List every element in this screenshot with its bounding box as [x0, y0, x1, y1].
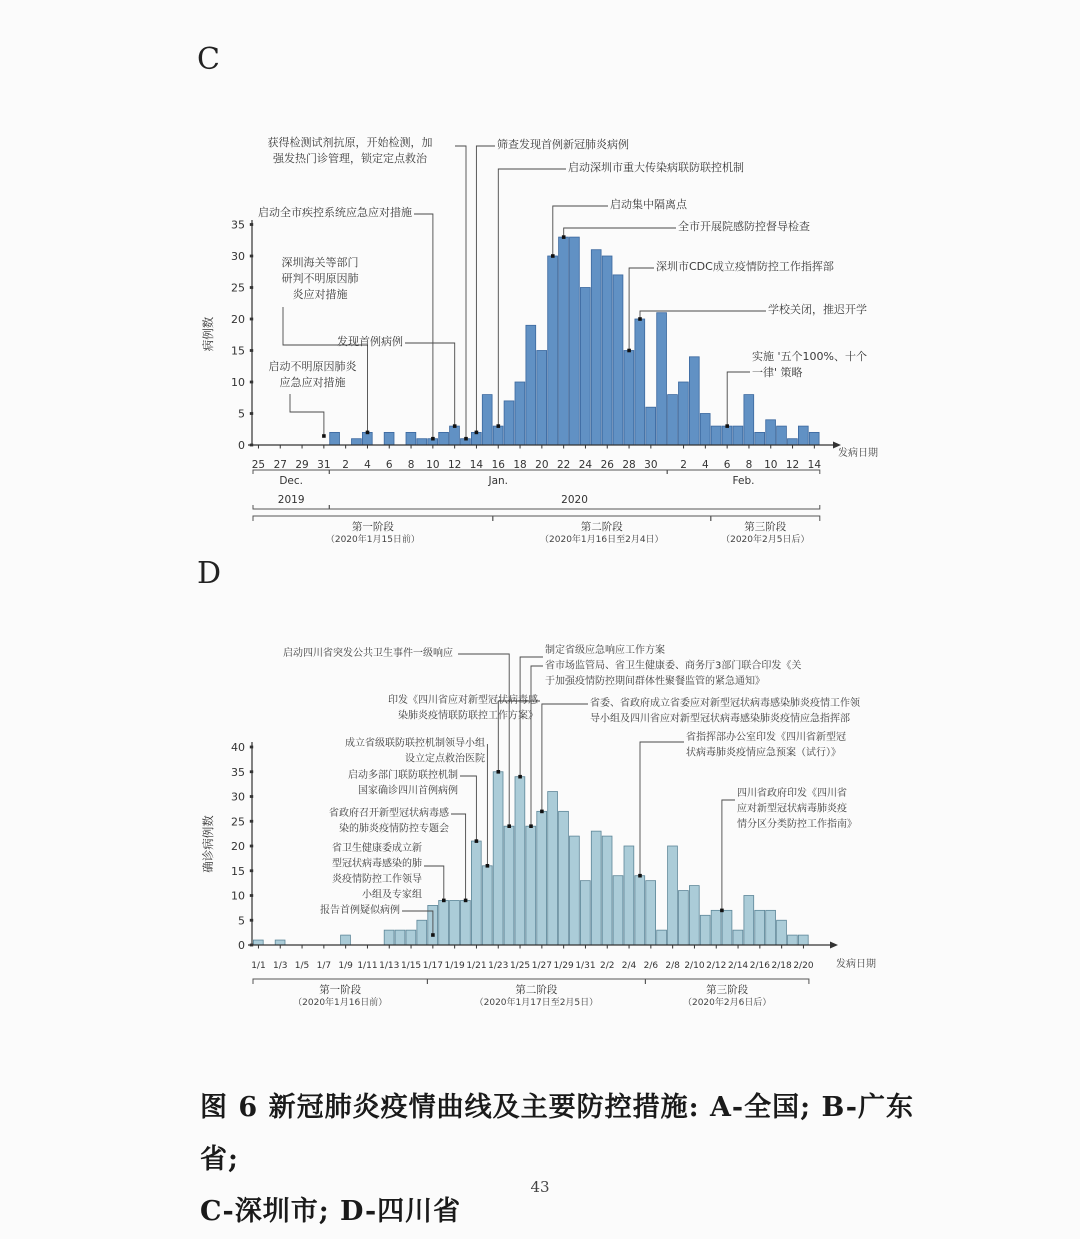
chart-text: 2/14 — [727, 961, 749, 971]
bar — [417, 920, 427, 945]
bar — [515, 382, 525, 445]
chart-text: 40 — [231, 741, 245, 754]
bar — [766, 420, 776, 445]
annotation-dot — [453, 424, 457, 428]
bar — [798, 426, 808, 445]
chart-text: 深圳市CDC成立疫情防控工作指挥部 — [656, 260, 834, 273]
chart-text: 29 — [295, 459, 309, 471]
bar — [602, 256, 612, 445]
bar — [384, 432, 394, 445]
chart-text: 启动集中隔离点 — [610, 198, 687, 211]
chart-text: 2/20 — [793, 961, 814, 971]
bar — [482, 395, 492, 445]
bar — [559, 811, 569, 945]
chart-text: 27 — [273, 459, 287, 471]
chart-text: 2/6 — [643, 961, 659, 971]
chart-text: （2020年1月16日前） — [293, 998, 388, 1008]
chart-text: 研判不明原因肺 — [281, 272, 359, 285]
panel-c-label: C — [197, 42, 220, 77]
panel-d-label: D — [197, 556, 222, 591]
bar — [668, 395, 678, 445]
chart-d — [201, 643, 876, 1008]
chart-text: 筛查发现首例新冠肺炎病例 — [497, 138, 629, 151]
annotation-dot — [464, 899, 468, 903]
bar — [493, 772, 503, 945]
bar — [570, 836, 580, 945]
bar — [537, 811, 547, 945]
annotation-dot — [627, 349, 631, 353]
annotation-dot — [725, 424, 729, 428]
annotation-label — [348, 768, 458, 797]
bar — [450, 900, 460, 945]
chart-text: 学校关闭，推迟开学 — [768, 303, 867, 316]
annotation-label — [337, 334, 403, 348]
bar — [537, 351, 547, 446]
bar — [548, 256, 558, 445]
chart-text: 6 — [385, 459, 393, 471]
chart-text: 启动深圳市重大传染病联防联控机制 — [568, 161, 744, 174]
chart-text: 型冠状病毒感染的肺 — [332, 858, 422, 870]
chart-text: 2 — [680, 459, 687, 471]
chart-text: 省政府召开新型冠状病毒感 — [329, 808, 449, 819]
chart-text: （2020年1月17日至2月5日） — [474, 998, 599, 1008]
chart-text: 染肺炎疫情联防联控工作方案》 — [398, 710, 538, 722]
chart-text: 16 — [491, 459, 505, 471]
chart-text: 情分区分类防控工作指南》 — [737, 819, 857, 830]
chart-text: 第三阶段 — [744, 521, 787, 533]
chart-text: 8 — [407, 459, 415, 471]
bar — [809, 432, 819, 445]
annotation-label — [656, 259, 834, 273]
chart-text: 印发《四川省应对新型冠状病毒感 — [388, 695, 538, 706]
chart-text: 14 — [807, 459, 822, 471]
annotation-label — [568, 160, 744, 174]
bar — [275, 940, 285, 945]
chart-text: 于加强疫情防控期间群体性聚餐监管的紧急通知》 — [545, 676, 765, 687]
chart-text: 10 — [231, 376, 245, 389]
chart-text: 1/11 — [357, 961, 378, 971]
bar — [591, 250, 601, 445]
chart-text: 12 — [447, 459, 462, 471]
annotation-label — [258, 205, 412, 219]
bar — [722, 426, 732, 445]
annotation-leader — [455, 146, 466, 439]
bar — [471, 841, 481, 945]
bar — [591, 831, 601, 945]
bar — [777, 426, 787, 445]
chart-text: 第一阶段 — [351, 521, 394, 533]
annotation-dot — [720, 909, 724, 913]
chart-text: 启动不明原因肺炎 — [268, 360, 357, 373]
chart-text: 20 — [231, 313, 245, 326]
chart-text: 30 — [644, 459, 658, 471]
chart-text: 18 — [513, 459, 527, 471]
chart-text: 25 — [231, 281, 245, 295]
bar — [624, 351, 634, 446]
annotation-label — [590, 696, 861, 725]
annotation-leader — [531, 666, 543, 826]
chart-text: 28 — [622, 459, 636, 471]
annotation-label — [752, 349, 867, 379]
chart-text: 5 — [238, 914, 245, 928]
chart-text: 深圳海关等部门 — [281, 256, 359, 269]
bar — [526, 325, 536, 445]
annotation-dot — [540, 810, 544, 814]
chart-text: 2/18 — [771, 961, 792, 971]
chart-text: 状病毒肺炎疫情应急预案（试行）》 — [686, 747, 841, 759]
bar — [755, 910, 765, 945]
bar — [417, 439, 427, 445]
bar — [788, 935, 798, 945]
annotation-dot — [518, 775, 522, 779]
annotation-label — [497, 137, 629, 151]
chart-text: 2/16 — [749, 961, 770, 971]
bar — [635, 876, 645, 945]
chart-text: 14 — [469, 459, 484, 471]
annotation-dot — [475, 431, 479, 435]
chart-text: 15 — [231, 864, 245, 878]
bar — [766, 910, 776, 945]
bar — [700, 915, 710, 945]
annotation-label — [329, 806, 449, 835]
chart-text: 2 — [342, 459, 349, 471]
annotation-leader — [405, 343, 455, 426]
bar — [450, 426, 460, 445]
annotation-label — [282, 255, 359, 301]
chart-text: 2020 — [561, 494, 588, 506]
bar — [798, 935, 808, 945]
bar — [504, 401, 514, 445]
chart-text: 应急应对措施 — [279, 376, 346, 389]
chart-text: 小组及专家组 — [362, 889, 422, 901]
chart-text: 确诊病例数 — [201, 815, 215, 873]
chart-text: 四川省政府印发《四川省 — [737, 788, 847, 799]
annotation-dot — [529, 824, 533, 828]
chart-text: 1/19 — [444, 961, 465, 971]
annotation-label — [768, 302, 867, 316]
chart-text: 1/5 — [294, 961, 310, 971]
bar — [744, 395, 754, 445]
annotation-dot — [497, 424, 501, 428]
bar — [493, 426, 503, 445]
bar — [733, 930, 743, 945]
chart-text: 30 — [231, 790, 245, 804]
annotation-leader — [414, 214, 433, 439]
chart-text: 炎应对措施 — [292, 288, 348, 301]
annotation-dot — [497, 770, 501, 774]
annotation-label — [678, 219, 810, 233]
annotation-label — [686, 730, 846, 759]
chart-text: Dec. — [279, 475, 303, 487]
bar — [439, 432, 449, 445]
bar — [668, 846, 678, 945]
bar — [580, 881, 590, 945]
annotation-label — [283, 646, 453, 659]
bar — [548, 792, 558, 945]
chart-text: 10 — [231, 889, 245, 903]
chart-text: 启动多部门联防联控机制 — [348, 770, 458, 781]
annotation-label — [269, 359, 358, 389]
annotation-dot — [322, 434, 326, 438]
chart-text: 26 — [600, 459, 614, 471]
chart-text: 6 — [723, 459, 731, 471]
bar — [352, 439, 362, 445]
bar — [635, 319, 645, 445]
bar — [755, 432, 765, 445]
bar — [362, 432, 372, 445]
chart-text: 15 — [231, 344, 245, 358]
chart-text: 发现首例病例 — [337, 335, 403, 348]
chart-c — [201, 135, 878, 545]
bar — [406, 432, 416, 445]
chart-text: Feb. — [732, 475, 755, 487]
bar — [330, 432, 340, 445]
bar — [700, 414, 710, 446]
bar — [613, 876, 623, 945]
annotation-dot — [475, 839, 479, 843]
bar — [471, 432, 481, 445]
chart-text: 设立定点救治医院 — [405, 753, 485, 765]
chart-text: 第三阶段 — [706, 984, 749, 996]
bar — [646, 407, 656, 445]
chart-text: 一律' 策略 — [752, 366, 803, 379]
bar — [559, 237, 569, 445]
chart-text: 1/17 — [422, 961, 443, 971]
chart-text: 报告首例疑似病例 — [320, 905, 400, 916]
bar — [722, 910, 732, 945]
chart-text: 1/31 — [575, 961, 596, 971]
annotation-label — [545, 643, 801, 687]
chart-text: 2019 — [277, 494, 305, 506]
chart-text: 省委、省政府成立省委应对新型冠状病毒感染肺炎疫情工作领 — [590, 698, 860, 709]
chart-text: 8 — [745, 459, 753, 471]
figure-caption-line1: 图 6 新冠肺炎疫情曲线及主要防控措施: A-全国; B-广东省; — [200, 1092, 915, 1175]
chart-text: 启动全市疾控系统应急应对措施 — [258, 206, 412, 219]
annotation-leader — [290, 394, 324, 436]
chart-text: 强发热门诊管理，锁定定点救治 — [273, 152, 427, 165]
annotation-dot — [507, 824, 511, 828]
annotation-leader — [476, 146, 495, 432]
bar — [482, 866, 492, 945]
annotation-leader — [564, 228, 676, 237]
bar — [384, 930, 394, 945]
chart-text: 2/8 — [665, 961, 680, 971]
bar — [679, 891, 689, 945]
chart-text: 病例数 — [201, 316, 215, 352]
chart-text: 4 — [364, 459, 371, 471]
bar — [733, 426, 743, 445]
annotation-dot — [442, 899, 446, 903]
chart-text: Jan. — [488, 475, 509, 487]
annotation-label — [388, 693, 538, 722]
chart-text: 10 — [764, 459, 778, 471]
chart-text: 31 — [317, 459, 331, 471]
annotation-leader — [451, 814, 466, 900]
bar — [657, 930, 667, 945]
chart-text: 染的肺炎疫情防控专题会 — [339, 823, 449, 835]
chart-text: 10 — [426, 459, 440, 471]
chart-text: 1/7 — [316, 961, 332, 971]
chart-text: 成立省级联防联控机制领导小组 — [345, 738, 485, 749]
bar — [580, 288, 590, 446]
chart-text: 全市开展院感防控督导检查 — [678, 220, 810, 233]
chart-text: 2/12 — [706, 961, 727, 971]
bar — [679, 382, 689, 445]
bar — [777, 920, 787, 945]
bar — [646, 881, 656, 945]
chart-text: 20 — [231, 840, 245, 853]
annotation-dot — [431, 437, 435, 441]
chart-text: 实施 '五个100%、十个 — [752, 350, 867, 363]
bar — [570, 237, 580, 445]
bar — [406, 930, 416, 945]
bar — [657, 313, 667, 445]
bar — [395, 930, 405, 945]
chart-text: 第二阶段 — [515, 984, 558, 996]
chart-text: 20 — [535, 459, 549, 471]
chart-text: 国家确诊四川首例病例 — [358, 785, 458, 797]
chart-text: 25 — [251, 459, 266, 471]
annotation-dot — [464, 437, 468, 441]
annotation-label — [332, 841, 422, 901]
bar — [711, 910, 721, 945]
chart-text: 1/3 — [273, 961, 288, 971]
annotation-dot — [638, 317, 642, 321]
annotation-label — [320, 903, 400, 916]
chart-text: 0 — [238, 939, 245, 952]
chart-text: 省卫生健康委成立新 — [332, 843, 422, 854]
bar — [613, 275, 623, 445]
bar — [689, 357, 699, 445]
chart-text: 1/13 — [379, 961, 400, 971]
chart-text: 导小组及四川省应对新型冠状病毒感染肺炎疫情应急指挥部 — [590, 713, 850, 725]
chart-text: 1/15 — [400, 961, 422, 971]
chart-text: 1/1 — [251, 961, 266, 971]
page-number: 43 — [530, 1178, 550, 1196]
bar — [515, 777, 525, 945]
bar — [341, 935, 351, 945]
bar — [602, 836, 612, 945]
chart-text: 30 — [231, 250, 245, 263]
figure-caption-line2: C-深圳市; D-四川省 — [200, 1196, 462, 1227]
chart-text: 2/2 — [600, 961, 615, 971]
bar — [461, 900, 471, 945]
chart-text: 炎疫情防控工作领导 — [332, 874, 422, 885]
annotation-leader — [722, 800, 735, 910]
chart-text: 发病日期 — [838, 448, 878, 459]
chart-text: （2020年1月15日前） — [325, 535, 420, 545]
chart-text: 发病日期 — [836, 959, 876, 970]
chart-text: 1/25 — [509, 961, 531, 971]
chart-text: 24 — [578, 459, 593, 471]
annotation-label — [737, 786, 857, 830]
annotation-dot — [638, 874, 642, 878]
chart-text: 第一阶段 — [319, 984, 362, 996]
chart-text: 1/29 — [553, 961, 574, 971]
annotation-label — [268, 135, 433, 165]
chart-text: 启动四川省突发公共卫生事件一级响应 — [283, 648, 453, 659]
chart-text: 1/23 — [488, 961, 509, 971]
bar — [504, 826, 514, 945]
chart-text: 制定省级应急响应工作方案 — [545, 645, 665, 656]
chart-text: 35 — [231, 765, 245, 779]
chart-text: （2020年1月16日至2月4日） — [540, 535, 664, 545]
annotation-dot — [562, 235, 566, 239]
chart-text: 获得检测试剂抗原，开始检测，加 — [267, 136, 433, 149]
annotation-dot — [366, 431, 370, 435]
annotation-dot — [486, 864, 490, 868]
chart-text: （2020年2月5日后） — [721, 535, 810, 545]
chart-text: 12 — [785, 459, 800, 471]
chart-text: 1/9 — [338, 961, 353, 971]
bar — [253, 940, 263, 945]
chart-text: 2/10 — [684, 961, 705, 971]
chart-text: 22 — [556, 459, 571, 471]
bar — [624, 846, 634, 945]
chart-text: 省指挥部办公室印发《四川省新型冠 — [686, 732, 846, 743]
chart-text: 2/4 — [621, 961, 637, 971]
annotation-label — [345, 736, 485, 765]
chart-text: 第二阶段 — [580, 521, 623, 533]
annotation-dot — [431, 933, 435, 937]
chart-text: 1/21 — [466, 961, 487, 971]
chart-text: 应对新型冠状病毒肺炎疫 — [737, 803, 847, 815]
chart-text: 1/27 — [531, 961, 552, 971]
bar — [439, 900, 449, 945]
figure-caption — [200, 1082, 920, 1238]
bar — [744, 896, 754, 946]
annotation-dot — [551, 254, 555, 258]
bar — [788, 439, 798, 445]
chart-text: 4 — [702, 459, 709, 471]
chart-text: 省市场监管局、省卫生健康委、商务厅3部门联合印发《关 — [545, 660, 802, 672]
chart-text: 0 — [238, 439, 245, 452]
chart-text: 35 — [231, 218, 245, 232]
bar — [526, 826, 536, 945]
bar — [689, 886, 699, 945]
chart-text: （2020年2月6日后） — [682, 998, 772, 1008]
annotation-leader — [424, 866, 444, 900]
chart-text: 5 — [238, 407, 245, 421]
bar — [711, 426, 721, 445]
annotation-label — [610, 197, 688, 211]
annotation-leader — [460, 776, 476, 841]
chart-text: 25 — [231, 815, 245, 829]
